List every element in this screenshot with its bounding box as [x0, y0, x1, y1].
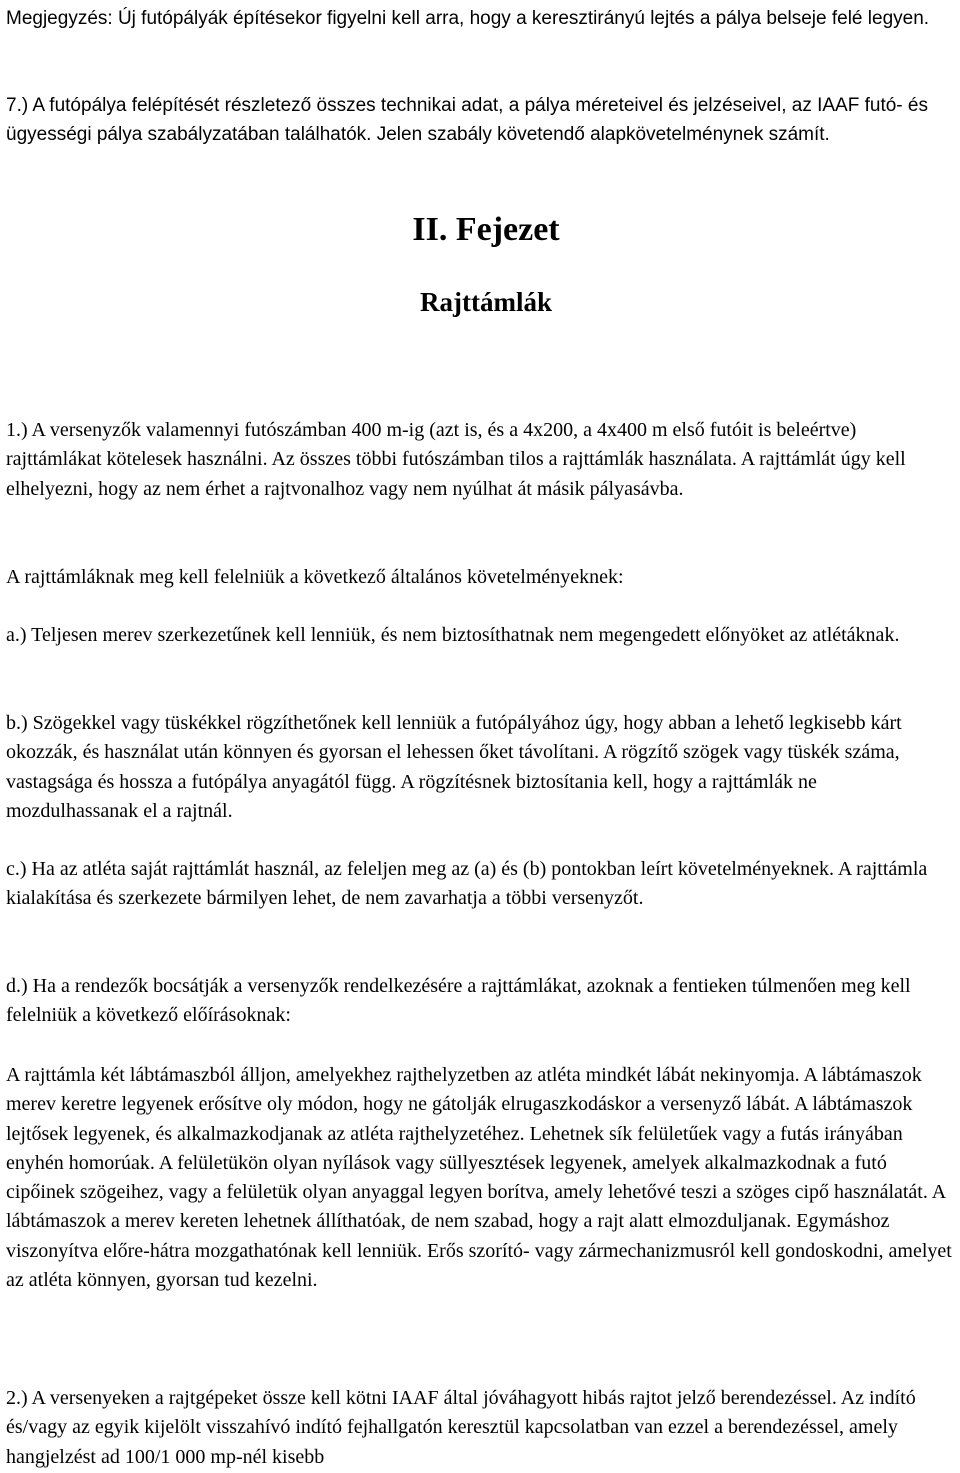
section-title-text: Rajttámlák — [420, 287, 552, 317]
requirements-intro: A rajttámláknak meg kell felelniük a következő általános követelményeknek: — [6, 566, 624, 588]
block-description: A rajttámla két lábtámaszból álljon, amelyekhez rajthelyzetben az atléta mindkét lábát nekinyomja. A lábtámaszok merev keretre legyenek erősítve oly módon, hogy ne gátolják elrugaszkodáskor a versenyző lábát. A lábtámaszok lejtősek legyenek, és alkalmazkodjanak az atléta rajthelyzetéhez. Lehetnek sík felületűek vagy a futás irányában enyhén homorúak. A felületükön olyan nyílások vagy süllyesztések legyenek, amelyek alkalmazkodnak a futó cipőinek szögeihez, vagy a felületük olyan anyaggal legyen borítva, amely lehetővé teszi a szöges cipő használatát. A lábtámaszok a merev kereten lehetnek állíthatóak, de nem szabad, hogy a rajt alatt elmozduljanak. Egymáshoz viszonyítva előre-hátra mozgathatónak kell lenniük. Erős szorító- vagy zármechanizmusról kell gondoskodni, amelyet az atléta könnyen, gyorsan tud kezelni. — [6, 1064, 952, 1292]
rule-2-paragraph: 2.) A versenyeken a rajtgépeket össze kell kötni IAAF által jóváhagyott hibás rajtot jelző berendezéssel. Az indító és/vagy az egyik kijelölt visszahívó indító fejhallgatón keresztül kapcsolatban van ezzel a berendezéssel, amely hangjelzést ad 100/1 000 mp-nél kisebb — [6, 1387, 916, 1468]
requirement-c: c.) Ha az atléta saját rajttámlát használ, az feleljen meg az (a) és (b) pontokban leírt követelményeknek. A rajttámla kialakítása és szerkezete bármilyen lehet, de nem zavarhatja a többi versenyzőt. — [6, 858, 928, 910]
note-paragraph: Megjegyzés: Új futópályák építésekor figyelni kell arra, hogy a keresztirányú lejtés a pálya belseje felé legyen. — [6, 8, 930, 29]
requirement-a: a.) Teljesen merev szerkezetűnek kell lenniük, és nem biztosíthatnak nem megengedett előnyöket az atlétáknak. — [6, 624, 900, 646]
requirement-b: b.) Szögekkel vagy tüskékkel rögzíthetőnek kell lenniük a futópályához úgy, hogy abban a lehető legkisebb kárt okozzák, és használat után könnyen és gyorsan el lehessen őket távolítani. A rögzítő szögek vagy tüskék száma, vastagsága és hossza a futópálya anyagától függ. A rögzítésnek biztosítania kell, hogy a rajttámlák ne mozdulhassanak el a rajtnál. — [6, 712, 902, 822]
rule-7-paragraph: 7.) A futópálya felépítését részletező összes technikai adat, a pálya méreteivel és jelzéseivel, az IAAF futó- és ügyességi pálya szabályzatában találhatók. Jelen szabály követendő alapkövetelménynek számít. — [6, 95, 928, 145]
chapter-title — [6, 209, 960, 251]
section-title — [6, 285, 960, 319]
requirement-d: d.) Ha a rendezők bocsátják a versenyzők rendelkezésére a rajttámlákat, azoknak a fentieken túlmenően meg kell felelniük a következő előírásoknak: — [6, 975, 911, 1027]
rule-1-paragraph: 1.) A versenyzők valamennyi futószámban 400 m-ig (azt is, és a 4x200, a 4x400 m első futóit is beleértve) rajttámlákat kötelesek használni. Az összes többi futószámban tilos a rajttámlák használata. A rajttámlát úgy kell elhelyezni, hogy az nem érhet a rajtvonalhoz vagy nem nyúlhat át másik pályasávba. — [6, 419, 906, 500]
chapter-title-text: II. Fejezet — [412, 211, 560, 248]
